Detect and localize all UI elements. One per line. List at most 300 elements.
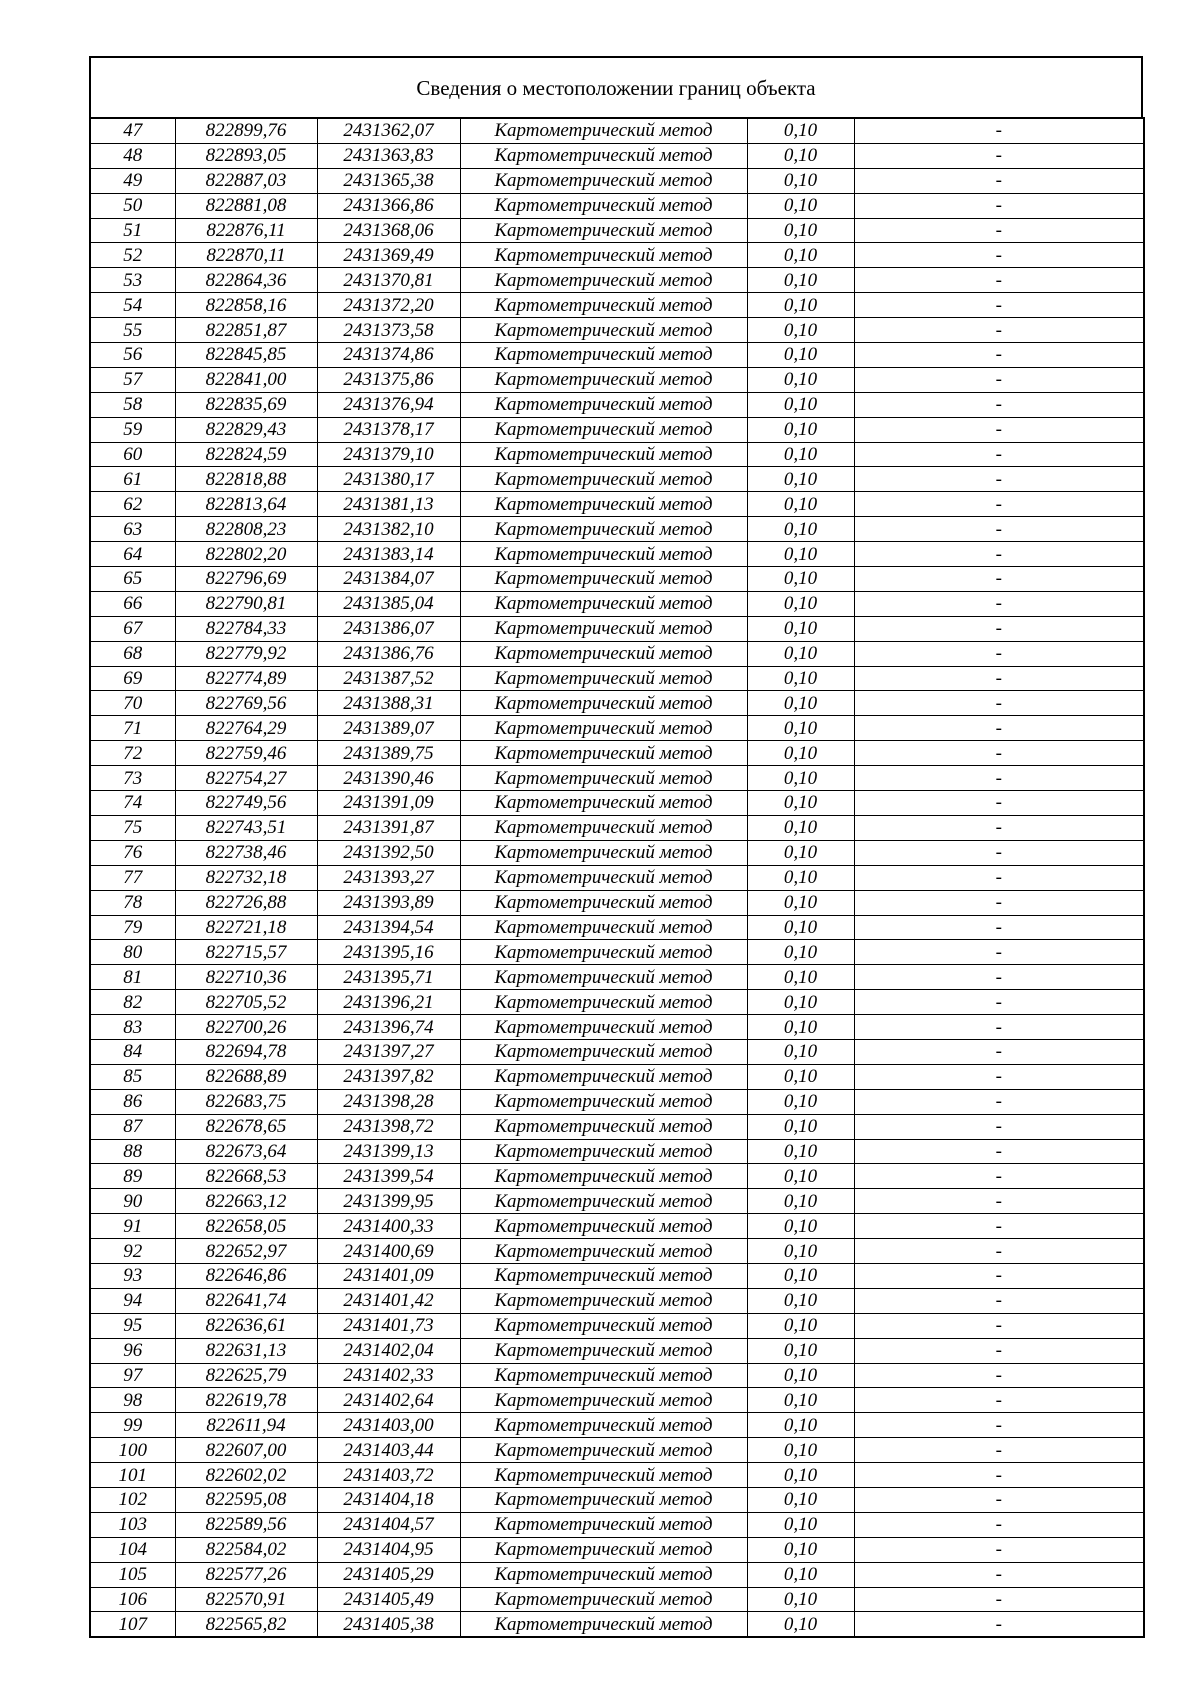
x-coordinate-cell: 822570,91 bbox=[175, 1587, 317, 1612]
precision-cell: 0,10 bbox=[747, 1413, 854, 1438]
x-coordinate-cell: 822784,33 bbox=[175, 616, 317, 641]
x-coordinate-cell: 822858,16 bbox=[175, 293, 317, 318]
method-cell: Картометрический метод bbox=[460, 268, 747, 293]
y-coordinate-cell: 2431397,82 bbox=[317, 1064, 460, 1089]
x-coordinate-cell: 822818,88 bbox=[175, 467, 317, 492]
method-cell: Картометрический метод bbox=[460, 1139, 747, 1164]
precision-cell: 0,10 bbox=[747, 1363, 854, 1388]
precision-cell: 0,10 bbox=[747, 666, 854, 691]
precision-cell: 0,10 bbox=[747, 1438, 854, 1463]
point-number-cell: 73 bbox=[90, 766, 175, 791]
precision-cell: 0,10 bbox=[747, 1537, 854, 1562]
point-number-cell: 85 bbox=[90, 1064, 175, 1089]
table-row bbox=[90, 367, 1144, 392]
point-number-cell: 58 bbox=[90, 392, 175, 417]
x-coordinate-cell: 822774,89 bbox=[175, 666, 317, 691]
method-cell: Картометрический метод bbox=[460, 1537, 747, 1562]
y-coordinate-cell: 2431378,17 bbox=[317, 417, 460, 442]
description-cell: - bbox=[854, 1189, 1144, 1214]
table-row bbox=[90, 591, 1144, 616]
method-cell: Картометрический метод bbox=[460, 691, 747, 716]
method-cell: Картометрический метод bbox=[460, 990, 747, 1015]
y-coordinate-cell: 2431362,07 bbox=[317, 118, 460, 143]
method-cell: Картометрический метод bbox=[460, 168, 747, 193]
x-coordinate-cell: 822754,27 bbox=[175, 766, 317, 791]
method-cell: Картометрический метод bbox=[460, 1612, 747, 1637]
table-row bbox=[90, 1164, 1144, 1189]
y-coordinate-cell: 2431381,13 bbox=[317, 492, 460, 517]
y-coordinate-cell: 2431388,31 bbox=[317, 691, 460, 716]
precision-cell: 0,10 bbox=[747, 1015, 854, 1040]
x-coordinate-cell: 822658,05 bbox=[175, 1214, 317, 1239]
x-coordinate-cell: 822652,97 bbox=[175, 1239, 317, 1264]
method-cell: Картометрический метод bbox=[460, 1288, 747, 1313]
method-cell: Картометрический метод bbox=[460, 143, 747, 168]
precision-cell: 0,10 bbox=[747, 1313, 854, 1338]
precision-cell: 0,10 bbox=[747, 1214, 854, 1239]
table-row bbox=[90, 268, 1144, 293]
y-coordinate-cell: 2431393,89 bbox=[317, 890, 460, 915]
y-coordinate-cell: 2431365,38 bbox=[317, 168, 460, 193]
precision-cell: 0,10 bbox=[747, 1587, 854, 1612]
description-cell: - bbox=[854, 1064, 1144, 1089]
y-coordinate-cell: 2431402,33 bbox=[317, 1363, 460, 1388]
table-row bbox=[90, 417, 1144, 442]
description-cell: - bbox=[854, 1512, 1144, 1537]
description-cell: - bbox=[854, 1214, 1144, 1239]
precision-cell: 0,10 bbox=[747, 1463, 854, 1488]
x-coordinate-cell: 822764,29 bbox=[175, 716, 317, 741]
description-cell: - bbox=[854, 915, 1144, 940]
x-coordinate-cell: 822688,89 bbox=[175, 1064, 317, 1089]
x-coordinate-cell: 822845,85 bbox=[175, 343, 317, 368]
precision-cell: 0,10 bbox=[747, 567, 854, 592]
table-row bbox=[90, 1438, 1144, 1463]
description-cell: - bbox=[854, 293, 1144, 318]
precision-cell: 0,10 bbox=[747, 641, 854, 666]
description-cell: - bbox=[854, 567, 1144, 592]
x-coordinate-cell: 822705,52 bbox=[175, 990, 317, 1015]
method-cell: Картометрический метод bbox=[460, 392, 747, 417]
y-coordinate-cell: 2431380,17 bbox=[317, 467, 460, 492]
x-coordinate-cell: 822796,69 bbox=[175, 567, 317, 592]
y-coordinate-cell: 2431387,52 bbox=[317, 666, 460, 691]
y-coordinate-cell: 2431379,10 bbox=[317, 442, 460, 467]
y-coordinate-cell: 2431391,87 bbox=[317, 815, 460, 840]
method-cell: Картометрический метод bbox=[460, 1064, 747, 1089]
description-cell: - bbox=[854, 1413, 1144, 1438]
precision-cell: 0,10 bbox=[747, 741, 854, 766]
table-row bbox=[90, 1114, 1144, 1139]
description-cell: - bbox=[854, 1612, 1144, 1637]
method-cell: Картометрический метод bbox=[460, 716, 747, 741]
x-coordinate-cell: 822743,51 bbox=[175, 815, 317, 840]
precision-cell: 0,10 bbox=[747, 168, 854, 193]
y-coordinate-cell: 2431368,06 bbox=[317, 218, 460, 243]
point-number-cell: 70 bbox=[90, 691, 175, 716]
x-coordinate-cell: 822694,78 bbox=[175, 1039, 317, 1064]
y-coordinate-cell: 2431386,76 bbox=[317, 641, 460, 666]
precision-cell: 0,10 bbox=[747, 1114, 854, 1139]
description-cell: - bbox=[854, 542, 1144, 567]
point-number-cell: 107 bbox=[90, 1612, 175, 1637]
y-coordinate-cell: 2431389,07 bbox=[317, 716, 460, 741]
y-coordinate-cell: 2431400,69 bbox=[317, 1239, 460, 1264]
description-cell: - bbox=[854, 1438, 1144, 1463]
precision-cell: 0,10 bbox=[747, 1039, 854, 1064]
x-coordinate-cell: 822565,82 bbox=[175, 1612, 317, 1637]
precision-cell: 0,10 bbox=[747, 1288, 854, 1313]
y-coordinate-cell: 2431404,18 bbox=[317, 1487, 460, 1512]
table-row bbox=[90, 1263, 1144, 1288]
description-cell: - bbox=[854, 467, 1144, 492]
method-cell: Картометрический метод bbox=[460, 1463, 747, 1488]
y-coordinate-cell: 2431390,46 bbox=[317, 766, 460, 791]
point-number-cell: 74 bbox=[90, 791, 175, 816]
precision-cell: 0,10 bbox=[747, 965, 854, 990]
description-cell: - bbox=[854, 1139, 1144, 1164]
description-cell: - bbox=[854, 766, 1144, 791]
point-number-cell: 92 bbox=[90, 1239, 175, 1264]
point-number-cell: 99 bbox=[90, 1413, 175, 1438]
description-cell: - bbox=[854, 791, 1144, 816]
description-cell: - bbox=[854, 417, 1144, 442]
y-coordinate-cell: 2431385,04 bbox=[317, 591, 460, 616]
table-row bbox=[90, 1587, 1144, 1612]
x-coordinate-cell: 822721,18 bbox=[175, 915, 317, 940]
y-coordinate-cell: 2431374,86 bbox=[317, 343, 460, 368]
y-coordinate-cell: 2431376,94 bbox=[317, 392, 460, 417]
point-number-cell: 84 bbox=[90, 1039, 175, 1064]
description-cell: - bbox=[854, 1562, 1144, 1587]
y-coordinate-cell: 2431396,21 bbox=[317, 990, 460, 1015]
description-cell: - bbox=[854, 1487, 1144, 1512]
point-number-cell: 65 bbox=[90, 567, 175, 592]
table-row bbox=[90, 1015, 1144, 1040]
x-coordinate-cell: 822808,23 bbox=[175, 517, 317, 542]
method-cell: Картометрический метод bbox=[460, 492, 747, 517]
y-coordinate-cell: 2431369,49 bbox=[317, 243, 460, 268]
table-row bbox=[90, 840, 1144, 865]
method-cell: Картометрический метод bbox=[460, 616, 747, 641]
y-coordinate-cell: 2431401,09 bbox=[317, 1263, 460, 1288]
precision-cell: 0,10 bbox=[747, 890, 854, 915]
x-coordinate-cell: 822625,79 bbox=[175, 1363, 317, 1388]
y-coordinate-cell: 2431404,57 bbox=[317, 1512, 460, 1537]
precision-cell: 0,10 bbox=[747, 1164, 854, 1189]
table-row bbox=[90, 741, 1144, 766]
precision-cell: 0,10 bbox=[747, 1562, 854, 1587]
x-coordinate-cell: 822870,11 bbox=[175, 243, 317, 268]
table-row bbox=[90, 517, 1144, 542]
point-number-cell: 98 bbox=[90, 1388, 175, 1413]
table-row bbox=[90, 343, 1144, 368]
precision-cell: 0,10 bbox=[747, 492, 854, 517]
precision-cell: 0,10 bbox=[747, 143, 854, 168]
x-coordinate-cell: 822589,56 bbox=[175, 1512, 317, 1537]
method-cell: Картометрический метод bbox=[460, 1114, 747, 1139]
description-cell: - bbox=[854, 616, 1144, 641]
y-coordinate-cell: 2431404,95 bbox=[317, 1537, 460, 1562]
method-cell: Картометрический метод bbox=[460, 467, 747, 492]
x-coordinate-cell: 822678,65 bbox=[175, 1114, 317, 1139]
precision-cell: 0,10 bbox=[747, 293, 854, 318]
method-cell: Картометрический метод bbox=[460, 840, 747, 865]
description-cell: - bbox=[854, 1537, 1144, 1562]
x-coordinate-cell: 822641,74 bbox=[175, 1288, 317, 1313]
precision-cell: 0,10 bbox=[747, 243, 854, 268]
method-cell: Картометрический метод bbox=[460, 1089, 747, 1114]
table-row bbox=[90, 293, 1144, 318]
method-cell: Картометрический метод bbox=[460, 193, 747, 218]
y-coordinate-cell: 2431403,00 bbox=[317, 1413, 460, 1438]
x-coordinate-cell: 822619,78 bbox=[175, 1388, 317, 1413]
table-row bbox=[90, 1139, 1144, 1164]
y-coordinate-cell: 2431382,10 bbox=[317, 517, 460, 542]
table-row bbox=[90, 392, 1144, 417]
method-cell: Картометрический метод bbox=[460, 940, 747, 965]
method-cell: Картометрический метод bbox=[460, 243, 747, 268]
y-coordinate-cell: 2431399,95 bbox=[317, 1189, 460, 1214]
point-number-cell: 86 bbox=[90, 1089, 175, 1114]
point-number-cell: 57 bbox=[90, 367, 175, 392]
table-row bbox=[90, 766, 1144, 791]
table-row bbox=[90, 1413, 1144, 1438]
x-coordinate-cell: 822881,08 bbox=[175, 193, 317, 218]
point-number-cell: 47 bbox=[90, 118, 175, 143]
x-coordinate-cell: 822577,26 bbox=[175, 1562, 317, 1587]
precision-cell: 0,10 bbox=[747, 716, 854, 741]
y-coordinate-cell: 2431386,07 bbox=[317, 616, 460, 641]
table-row bbox=[90, 666, 1144, 691]
y-coordinate-cell: 2431366,86 bbox=[317, 193, 460, 218]
method-cell: Картометрический метод bbox=[460, 293, 747, 318]
boundary-document bbox=[89, 56, 1143, 1638]
x-coordinate-cell: 822835,69 bbox=[175, 392, 317, 417]
table-row bbox=[90, 442, 1144, 467]
x-coordinate-cell: 822759,46 bbox=[175, 741, 317, 766]
point-number-cell: 50 bbox=[90, 193, 175, 218]
point-number-cell: 101 bbox=[90, 1463, 175, 1488]
table-row bbox=[90, 143, 1144, 168]
table-row bbox=[90, 467, 1144, 492]
precision-cell: 0,10 bbox=[747, 915, 854, 940]
description-cell: - bbox=[854, 691, 1144, 716]
description-cell: - bbox=[854, 193, 1144, 218]
y-coordinate-cell: 2431398,28 bbox=[317, 1089, 460, 1114]
point-number-cell: 88 bbox=[90, 1139, 175, 1164]
point-number-cell: 67 bbox=[90, 616, 175, 641]
point-number-cell: 61 bbox=[90, 467, 175, 492]
point-number-cell: 87 bbox=[90, 1114, 175, 1139]
x-coordinate-cell: 822851,87 bbox=[175, 318, 317, 343]
table-row bbox=[90, 965, 1144, 990]
x-coordinate-cell: 822683,75 bbox=[175, 1089, 317, 1114]
precision-cell: 0,10 bbox=[747, 1064, 854, 1089]
point-number-cell: 72 bbox=[90, 741, 175, 766]
y-coordinate-cell: 2431394,54 bbox=[317, 915, 460, 940]
description-cell: - bbox=[854, 840, 1144, 865]
table-row bbox=[90, 1363, 1144, 1388]
method-cell: Картометрический метод bbox=[460, 791, 747, 816]
precision-cell: 0,10 bbox=[747, 542, 854, 567]
description-cell: - bbox=[854, 1587, 1144, 1612]
description-cell: - bbox=[854, 1239, 1144, 1264]
x-coordinate-cell: 822887,03 bbox=[175, 168, 317, 193]
precision-cell: 0,10 bbox=[747, 940, 854, 965]
precision-cell: 0,10 bbox=[747, 865, 854, 890]
precision-cell: 0,10 bbox=[747, 1487, 854, 1512]
x-coordinate-cell: 822710,36 bbox=[175, 965, 317, 990]
x-coordinate-cell: 822824,59 bbox=[175, 442, 317, 467]
method-cell: Картометрический метод bbox=[460, 1015, 747, 1040]
table-row bbox=[90, 1089, 1144, 1114]
method-cell: Картометрический метод bbox=[460, 318, 747, 343]
precision-cell: 0,10 bbox=[747, 1512, 854, 1537]
precision-cell: 0,10 bbox=[747, 218, 854, 243]
precision-cell: 0,10 bbox=[747, 1263, 854, 1288]
description-cell: - bbox=[854, 940, 1144, 965]
x-coordinate-cell: 822726,88 bbox=[175, 890, 317, 915]
coordinates-table bbox=[89, 117, 1145, 1638]
method-cell: Картометрический метод bbox=[460, 1587, 747, 1612]
x-coordinate-cell: 822700,26 bbox=[175, 1015, 317, 1040]
y-coordinate-cell: 2431389,75 bbox=[317, 741, 460, 766]
description-cell: - bbox=[854, 392, 1144, 417]
method-cell: Картометрический метод bbox=[460, 343, 747, 368]
table-row bbox=[90, 1239, 1144, 1264]
x-coordinate-cell: 822893,05 bbox=[175, 143, 317, 168]
point-number-cell: 60 bbox=[90, 442, 175, 467]
table-row bbox=[90, 890, 1144, 915]
method-cell: Картометрический метод bbox=[460, 1039, 747, 1064]
point-number-cell: 66 bbox=[90, 591, 175, 616]
method-cell: Картометрический метод bbox=[460, 1438, 747, 1463]
description-cell: - bbox=[854, 343, 1144, 368]
table-row bbox=[90, 218, 1144, 243]
description-cell: - bbox=[854, 168, 1144, 193]
point-number-cell: 55 bbox=[90, 318, 175, 343]
x-coordinate-cell: 822611,94 bbox=[175, 1413, 317, 1438]
x-coordinate-cell: 822876,11 bbox=[175, 218, 317, 243]
table-row bbox=[90, 1562, 1144, 1587]
precision-cell: 0,10 bbox=[747, 990, 854, 1015]
method-cell: Картометрический метод bbox=[460, 517, 747, 542]
method-cell: Картометрический метод bbox=[460, 1363, 747, 1388]
description-cell: - bbox=[854, 1015, 1144, 1040]
point-number-cell: 68 bbox=[90, 641, 175, 666]
description-cell: - bbox=[854, 666, 1144, 691]
x-coordinate-cell: 822749,56 bbox=[175, 791, 317, 816]
table-row bbox=[90, 716, 1144, 741]
point-number-cell: 54 bbox=[90, 293, 175, 318]
table-row bbox=[90, 1288, 1144, 1313]
method-cell: Картометрический метод bbox=[460, 766, 747, 791]
method-cell: Картометрический метод bbox=[460, 965, 747, 990]
y-coordinate-cell: 2431392,50 bbox=[317, 840, 460, 865]
precision-cell: 0,10 bbox=[747, 616, 854, 641]
point-number-cell: 80 bbox=[90, 940, 175, 965]
table-row bbox=[90, 1388, 1144, 1413]
method-cell: Картометрический метод bbox=[460, 542, 747, 567]
description-cell: - bbox=[854, 965, 1144, 990]
method-cell: Картометрический метод bbox=[460, 666, 747, 691]
point-number-cell: 64 bbox=[90, 542, 175, 567]
method-cell: Картометрический метод bbox=[460, 641, 747, 666]
description-cell: - bbox=[854, 243, 1144, 268]
method-cell: Картометрический метод bbox=[460, 1413, 747, 1438]
description-cell: - bbox=[854, 1164, 1144, 1189]
description-cell: - bbox=[854, 318, 1144, 343]
precision-cell: 0,10 bbox=[747, 1388, 854, 1413]
point-number-cell: 90 bbox=[90, 1189, 175, 1214]
precision-cell: 0,10 bbox=[747, 840, 854, 865]
precision-cell: 0,10 bbox=[747, 1089, 854, 1114]
y-coordinate-cell: 2431399,54 bbox=[317, 1164, 460, 1189]
point-number-cell: 69 bbox=[90, 666, 175, 691]
description-cell: - bbox=[854, 741, 1144, 766]
method-cell: Картометрический метод bbox=[460, 567, 747, 592]
point-number-cell: 83 bbox=[90, 1015, 175, 1040]
method-cell: Картометрический метод bbox=[460, 1164, 747, 1189]
y-coordinate-cell: 2431405,49 bbox=[317, 1587, 460, 1612]
point-number-cell: 97 bbox=[90, 1363, 175, 1388]
description-cell: - bbox=[854, 641, 1144, 666]
x-coordinate-cell: 822595,08 bbox=[175, 1487, 317, 1512]
x-coordinate-cell: 822636,61 bbox=[175, 1313, 317, 1338]
point-number-cell: 100 bbox=[90, 1438, 175, 1463]
table-row bbox=[90, 616, 1144, 641]
table-row bbox=[90, 1463, 1144, 1488]
document-title: Сведения о местоположении границ объекта bbox=[89, 56, 1143, 117]
point-number-cell: 51 bbox=[90, 218, 175, 243]
precision-cell: 0,10 bbox=[747, 367, 854, 392]
description-cell: - bbox=[854, 218, 1144, 243]
precision-cell: 0,10 bbox=[747, 442, 854, 467]
description-cell: - bbox=[854, 367, 1144, 392]
point-number-cell: 102 bbox=[90, 1487, 175, 1512]
description-cell: - bbox=[854, 1288, 1144, 1313]
point-number-cell: 106 bbox=[90, 1587, 175, 1612]
description-cell: - bbox=[854, 517, 1144, 542]
x-coordinate-cell: 822738,46 bbox=[175, 840, 317, 865]
coordinates-table-body bbox=[90, 118, 1144, 1637]
table-row bbox=[90, 791, 1144, 816]
y-coordinate-cell: 2431403,44 bbox=[317, 1438, 460, 1463]
point-number-cell: 82 bbox=[90, 990, 175, 1015]
x-coordinate-cell: 822899,76 bbox=[175, 118, 317, 143]
point-number-cell: 79 bbox=[90, 915, 175, 940]
method-cell: Картометрический метод bbox=[460, 442, 747, 467]
precision-cell: 0,10 bbox=[747, 268, 854, 293]
precision-cell: 0,10 bbox=[747, 392, 854, 417]
table-row bbox=[90, 118, 1144, 143]
table-row bbox=[90, 1537, 1144, 1562]
x-coordinate-cell: 822584,02 bbox=[175, 1537, 317, 1562]
point-number-cell: 89 bbox=[90, 1164, 175, 1189]
method-cell: Картометрический метод bbox=[460, 915, 747, 940]
point-number-cell: 63 bbox=[90, 517, 175, 542]
precision-cell: 0,10 bbox=[747, 417, 854, 442]
y-coordinate-cell: 2431398,72 bbox=[317, 1114, 460, 1139]
table-row bbox=[90, 318, 1144, 343]
point-number-cell: 78 bbox=[90, 890, 175, 915]
method-cell: Картометрический метод bbox=[460, 865, 747, 890]
table-row bbox=[90, 1189, 1144, 1214]
y-coordinate-cell: 2431395,16 bbox=[317, 940, 460, 965]
description-cell: - bbox=[854, 1463, 1144, 1488]
x-coordinate-cell: 822631,13 bbox=[175, 1338, 317, 1363]
